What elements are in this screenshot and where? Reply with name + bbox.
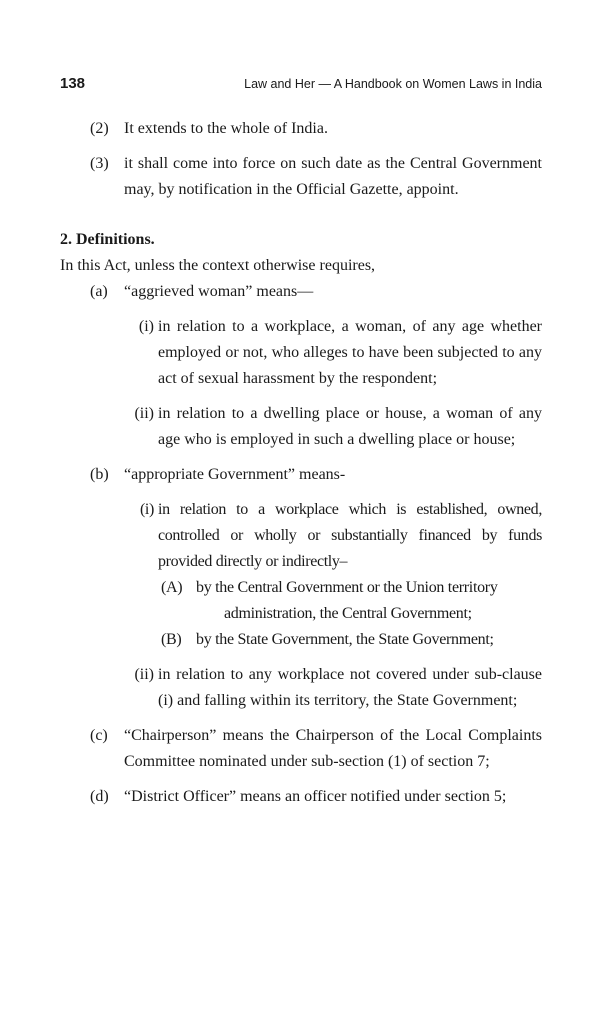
subclause-text: in relation to a workplace, a woman, of any age whether employed or not, who alleges to have been subjected to any act of sexual harassment by the respondent; [158, 318, 542, 387]
section-intro: In this Act, unless the context otherwise requires, [60, 257, 376, 274]
definition-text: “District Officer” means an officer notified under section 5; [124, 788, 507, 805]
clause-label: (3) [90, 155, 109, 172]
item-text-line2: administration, the Central Government; [224, 605, 472, 622]
subclause-a-ii [60, 401, 542, 453]
clause-text: it shall come into force on such date as the Central Government may, by notification in the Official Gazette, appoint. [124, 155, 542, 198]
subclause-label: (i) [138, 318, 154, 335]
clause-label: (2) [90, 120, 109, 137]
item-b-i-A [60, 575, 542, 627]
page-number: 138 [60, 75, 86, 92]
item-text: by the State Government, the State Government; [196, 631, 494, 648]
subclause-a-i [60, 314, 542, 392]
subclause-label: (ii) [134, 666, 154, 683]
subclause-text: in relation to any workplace not covered under sub-clause (i) and falling within its territory, the State Government; [158, 666, 542, 709]
page-header [60, 74, 542, 94]
definition-d [60, 784, 542, 810]
definition-text: “appropriate Government” means- [124, 466, 346, 483]
item-b-i-B [60, 627, 542, 653]
subclause-text: in relation to a dwelling place or house, a woman of any age who is employed in such a dwelling place or house; [158, 405, 542, 448]
running-title: Law and Her — A Handbook on Women Laws in India [244, 77, 542, 91]
definition-a [60, 279, 542, 305]
subclause-label: (i) [139, 501, 154, 518]
definition-label: (c) [90, 727, 108, 744]
subclause-b-i [60, 497, 542, 575]
clause-text: It extends to the whole of India. [124, 120, 328, 137]
definition-label: (d) [90, 788, 109, 805]
section-heading: 2. Definitions. [60, 231, 155, 248]
definition-text: “Chairperson” means the Chairperson of the Local Complaints Committee nominated under sub-section (1) of section 7; [124, 727, 542, 770]
item-label: (A) [161, 579, 183, 596]
page-content [60, 116, 542, 810]
definition-label: (a) [90, 283, 108, 300]
subclause-label: (ii) [134, 405, 154, 422]
clause-3 [60, 151, 542, 203]
item-text-line1: by the Central Government or the Union territory [196, 579, 498, 596]
item-label: (B) [161, 631, 182, 648]
definition-c [60, 723, 542, 775]
definition-b [60, 462, 542, 488]
definition-label: (b) [90, 466, 109, 483]
subclause-b-ii [60, 662, 542, 714]
subclause-text: in relation to a workplace which is established, owned, controlled or wholly or substantially financed by funds provided directly or indirectly– [158, 501, 542, 570]
definition-text: “aggrieved woman” means— [124, 283, 314, 300]
clause-2 [60, 116, 542, 142]
